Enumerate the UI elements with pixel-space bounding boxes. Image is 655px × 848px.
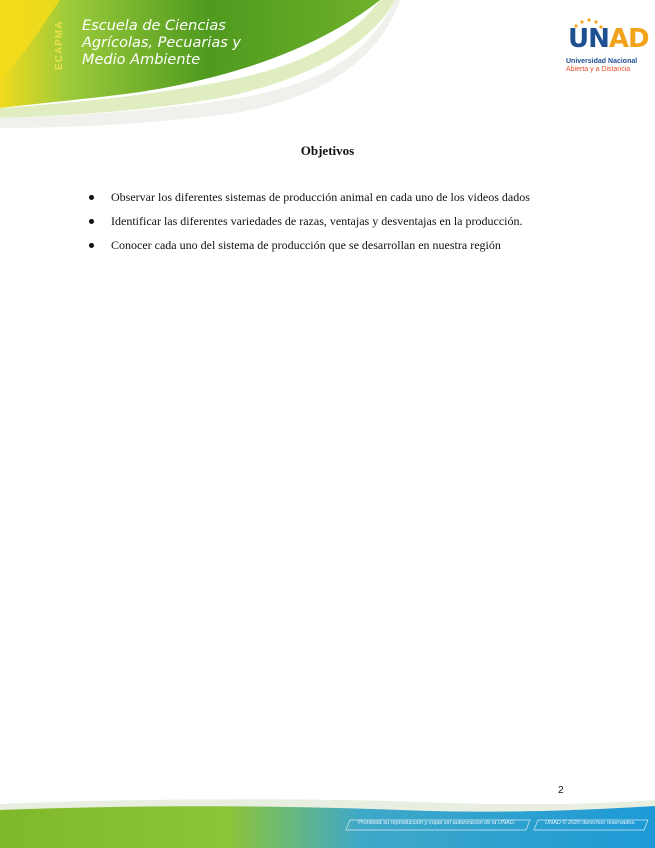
school-name-line-1: Escuela de Ciencias xyxy=(82,18,226,34)
footer-rights-text: UNAD © 2020 derechos reservados. xyxy=(545,820,636,826)
list-item xyxy=(88,214,530,238)
page-header xyxy=(0,0,655,140)
logo-university-name: Universidad Nacional xyxy=(566,58,638,65)
list-item xyxy=(88,238,530,262)
page-footer xyxy=(0,796,655,848)
logo-tagline: Abierta y a Distancia xyxy=(566,66,631,73)
bullet-icon xyxy=(89,219,94,224)
list-item-text: Identificar las diferentes variedades de razas, ventajas y desventajas en la producción. xyxy=(111,214,523,228)
ecapma-vertical-label: ECAPMA xyxy=(54,20,65,70)
footer-copyright-notice: Prohibida su reproducción y copia sin autorización de la UNAD. xyxy=(358,820,516,826)
page-title: Objetivos xyxy=(300,143,355,158)
school-name-line-2: Agrícolas, Pecuarias y xyxy=(82,35,241,51)
school-name-line-3: Medio Ambiente xyxy=(82,52,201,68)
bullet-icon xyxy=(89,195,94,200)
objectives-list xyxy=(88,190,530,262)
logo-wordmark: UNAD xyxy=(568,24,649,54)
bullet-icon xyxy=(89,243,94,248)
list-item-text: Observar los diferentes sistemas de producción animal en cada uno de los videos dados xyxy=(111,190,530,204)
list-item xyxy=(88,190,530,214)
page-number: 2 xyxy=(558,785,564,796)
list-item-text: Conocer cada uno del sistema de producción que se desarrollan en nuestra región xyxy=(111,238,501,252)
school-name xyxy=(82,18,241,69)
unad-logo xyxy=(562,16,649,78)
